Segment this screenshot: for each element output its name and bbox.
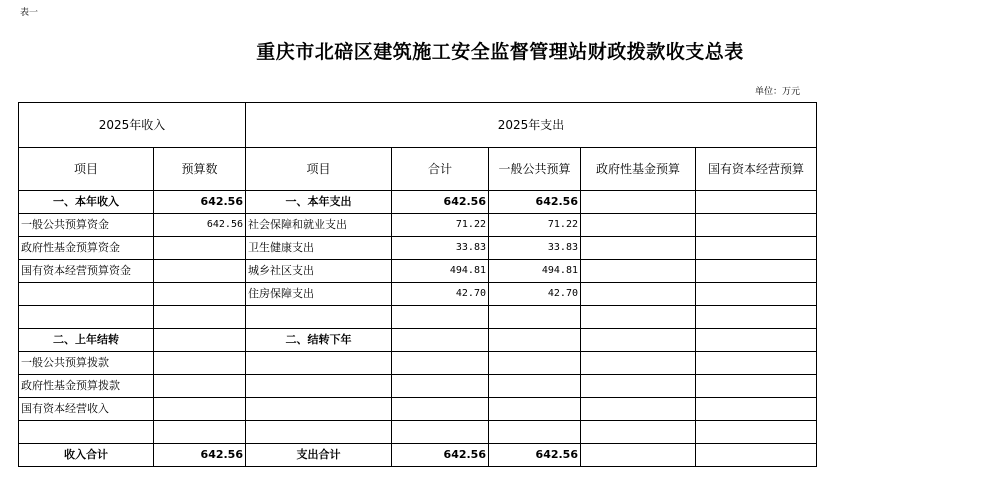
general-budget-cell: 494.81: [489, 260, 581, 283]
expense-total-cell: 494.81: [392, 260, 489, 283]
expense-total-cell: 33.83: [392, 237, 489, 260]
expense-item-cell: 城乡社区支出: [246, 260, 392, 283]
table-row: [19, 306, 817, 329]
table-row: [19, 237, 817, 260]
expense-total-cell: [392, 329, 489, 352]
state-capital-budget-cell: [696, 306, 817, 329]
state-capital-budget-cell: [696, 375, 817, 398]
income-amount-cell: 642.56: [154, 444, 246, 467]
page-title: 重庆市北碚区建筑施工安全监督管理站财政拨款收支总表: [256, 41, 744, 63]
table-row: [19, 260, 817, 283]
table-row: [19, 352, 817, 375]
expense-item-cell: 卫生健康支出: [246, 237, 392, 260]
document-label: 表一: [20, 8, 39, 18]
expense-item-cell: 社会保障和就业支出: [246, 214, 392, 237]
expense-total-cell: 71.22: [392, 214, 489, 237]
income-amount-cell: [154, 375, 246, 398]
general-budget-cell: [489, 421, 581, 444]
income-item-cell: [19, 306, 154, 329]
gov-fund-budget-cell: [581, 191, 696, 214]
income-item-cell: 收入合计: [19, 444, 154, 467]
income-section-header: 2025年收入: [19, 103, 246, 148]
general-budget-cell: [489, 306, 581, 329]
table-row: [19, 444, 817, 467]
column-header: 项目: [246, 148, 392, 191]
state-capital-budget-cell: [696, 214, 817, 237]
gov-fund-budget-cell: [581, 283, 696, 306]
state-capital-budget-cell: [696, 283, 817, 306]
general-budget-cell: [489, 375, 581, 398]
gov-fund-budget-cell: [581, 444, 696, 467]
income-amount-cell: [154, 398, 246, 421]
unit-label: 单位：万元: [755, 87, 801, 97]
income-item-cell: [19, 421, 154, 444]
gov-fund-budget-cell: [581, 375, 696, 398]
table-row: [19, 283, 817, 306]
table-row: [19, 398, 817, 421]
income-item-cell: 国有资本经营预算资金: [19, 260, 154, 283]
gov-fund-budget-cell: [581, 352, 696, 375]
budget-summary-table: [18, 102, 817, 467]
table-row: [19, 375, 817, 398]
expense-total-cell: [392, 398, 489, 421]
table-row: [19, 329, 817, 352]
income-amount-cell: [154, 260, 246, 283]
table-row: [19, 214, 817, 237]
gov-fund-budget-cell: [581, 260, 696, 283]
expense-total-cell: 642.56: [392, 444, 489, 467]
income-item-cell: 一般公共预算拨款: [19, 352, 154, 375]
expense-total-cell: [392, 352, 489, 375]
expense-total-cell: 642.56: [392, 191, 489, 214]
expense-section-header: 2025年支出: [246, 103, 817, 148]
expense-item-cell: [246, 421, 392, 444]
expense-total-cell: [392, 421, 489, 444]
table-row: [19, 421, 817, 444]
state-capital-budget-cell: [696, 421, 817, 444]
income-item-cell: 一、本年收入: [19, 191, 154, 214]
general-budget-cell: 33.83: [489, 237, 581, 260]
income-item-cell: 政府性基金预算拨款: [19, 375, 154, 398]
expense-item-cell: 一、本年支出: [246, 191, 392, 214]
column-header: 政府性基金预算: [581, 148, 696, 191]
gov-fund-budget-cell: [581, 398, 696, 421]
state-capital-budget-cell: [696, 237, 817, 260]
column-header: 预算数: [154, 148, 246, 191]
column-header-row: [19, 148, 817, 191]
expense-item-cell: 二、结转下年: [246, 329, 392, 352]
column-header: 国有资本经营预算: [696, 148, 817, 191]
state-capital-budget-cell: [696, 191, 817, 214]
gov-fund-budget-cell: [581, 421, 696, 444]
income-item-cell: 二、上年结转: [19, 329, 154, 352]
state-capital-budget-cell: [696, 398, 817, 421]
state-capital-budget-cell: [696, 352, 817, 375]
general-budget-cell: [489, 352, 581, 375]
general-budget-cell: 642.56: [489, 191, 581, 214]
gov-fund-budget-cell: [581, 237, 696, 260]
column-header: 项目: [19, 148, 154, 191]
column-header: 合计: [392, 148, 489, 191]
general-budget-cell: [489, 329, 581, 352]
state-capital-budget-cell: [696, 444, 817, 467]
section-header-row: [19, 103, 817, 148]
income-amount-cell: [154, 283, 246, 306]
income-amount-cell: 642.56: [154, 214, 246, 237]
general-budget-cell: 42.70: [489, 283, 581, 306]
gov-fund-budget-cell: [581, 306, 696, 329]
general-budget-cell: 71.22: [489, 214, 581, 237]
income-item-cell: 政府性基金预算资金: [19, 237, 154, 260]
general-budget-cell: 642.56: [489, 444, 581, 467]
expense-total-cell: 42.70: [392, 283, 489, 306]
expense-item-cell: [246, 398, 392, 421]
income-amount-cell: [154, 352, 246, 375]
expense-total-cell: [392, 375, 489, 398]
expense-total-cell: [392, 306, 489, 329]
income-amount-cell: [154, 306, 246, 329]
table-row: [19, 191, 817, 214]
state-capital-budget-cell: [696, 329, 817, 352]
income-amount-cell: [154, 237, 246, 260]
income-item-cell: 一般公共预算资金: [19, 214, 154, 237]
general-budget-cell: [489, 398, 581, 421]
expense-item-cell: [246, 375, 392, 398]
income-item-cell: 国有资本经营收入: [19, 398, 154, 421]
expense-item-cell: [246, 352, 392, 375]
expense-item-cell: 支出合计: [246, 444, 392, 467]
income-amount-cell: [154, 421, 246, 444]
state-capital-budget-cell: [696, 260, 817, 283]
expense-item-cell: 住房保障支出: [246, 283, 392, 306]
income-amount-cell: [154, 329, 246, 352]
income-item-cell: [19, 283, 154, 306]
column-header: 一般公共预算: [489, 148, 581, 191]
gov-fund-budget-cell: [581, 214, 696, 237]
expense-item-cell: [246, 306, 392, 329]
gov-fund-budget-cell: [581, 329, 696, 352]
income-amount-cell: 642.56: [154, 191, 246, 214]
